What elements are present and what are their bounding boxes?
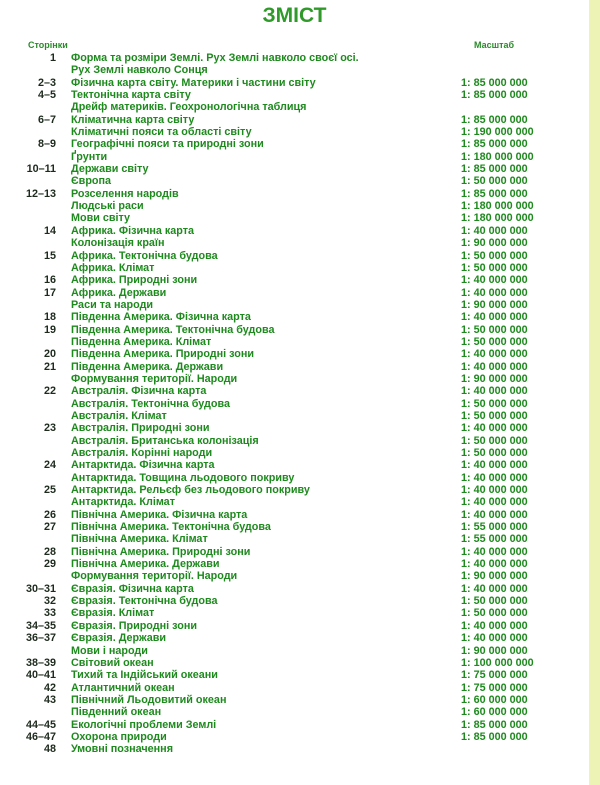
section-title: Антарктида. Фізична карта <box>71 459 215 472</box>
map-scale: 1: 55 000 000 <box>461 521 528 534</box>
contents-row <box>0 533 589 545</box>
section-title: Європа <box>71 175 112 188</box>
map-scale: 1: 50 000 000 <box>461 409 528 422</box>
map-scale: 1: 50 000 000 <box>461 447 528 459</box>
section-title: Розселення народів <box>71 187 179 200</box>
section-title: Тектонічна карта світу <box>71 89 191 102</box>
contents-row <box>0 64 589 76</box>
contents-row <box>0 361 589 373</box>
page-number: 4–5 <box>37 89 56 102</box>
contents-row <box>0 509 589 521</box>
contents-row <box>0 570 589 582</box>
map-scale: 1: 100 000 000 <box>461 656 534 669</box>
contents-row <box>0 595 589 607</box>
page-number: 32 <box>43 595 56 608</box>
page-number: 30–31 <box>25 582 56 595</box>
map-scale: 1: 85 000 000 <box>461 113 528 126</box>
map-scale: 1: 50 000 000 <box>461 397 528 410</box>
map-scale: 1: 40 000 000 <box>461 360 528 373</box>
section-title: Австралія. Тектонічна будова <box>71 397 230 410</box>
contents-row <box>0 287 589 299</box>
contents-row <box>0 459 589 471</box>
contents-row <box>0 669 589 681</box>
map-scale: 1: 85 000 000 <box>461 718 528 731</box>
section-title: Північна Америка. Клімат <box>71 533 208 546</box>
contents-row <box>0 175 589 187</box>
contents-row <box>0 422 589 434</box>
contents-list <box>0 52 589 756</box>
contents-row <box>0 336 589 348</box>
contents-row <box>0 373 589 385</box>
contents-row <box>0 410 589 422</box>
contents-row <box>0 114 589 126</box>
map-scale: 1: 90 000 000 <box>461 644 528 657</box>
map-scale: 1: 40 000 000 <box>461 558 528 571</box>
section-title: Фізична карта світу. Материки і частини світу <box>71 76 316 89</box>
page-number: 43 <box>43 693 56 706</box>
section-title: Кліматичні пояси та області світу <box>71 126 252 139</box>
page-number: 27 <box>43 521 56 534</box>
contents-row <box>0 250 589 262</box>
contents-row <box>0 719 589 731</box>
map-scale: 1: 50 000 000 <box>461 335 528 348</box>
section-title: Австралія. Британська колонізація <box>71 434 259 447</box>
section-title: Північна Америка. Природні зони <box>71 545 251 558</box>
map-scale: 1: 180 000 000 <box>461 150 534 163</box>
section-title: Мови і народи <box>71 644 148 657</box>
section-title: Світовий океан <box>71 656 154 669</box>
section-title: Австралія. Корінні народи <box>71 447 213 459</box>
map-scale: 1: 50 000 000 <box>461 249 528 262</box>
contents-row <box>0 435 589 447</box>
page-number: 18 <box>43 311 56 324</box>
map-scale: 1: 90 000 000 <box>461 237 528 250</box>
map-scale: 1: 40 000 000 <box>461 385 528 398</box>
map-scale: 1: 40 000 000 <box>461 348 528 361</box>
page-number: 8–9 <box>37 138 56 151</box>
map-scale: 1: 60 000 000 <box>461 706 528 719</box>
page-number: 10–11 <box>26 163 56 176</box>
section-title: Південна Америка. Держави <box>71 360 224 373</box>
page-number: 23 <box>43 422 56 435</box>
contents-row <box>0 212 589 224</box>
section-title: Африка. Фізична карта <box>71 224 195 237</box>
section-title: Африка. Держави <box>71 286 167 299</box>
map-scale: 1: 85 000 000 <box>461 138 528 151</box>
section-title: Кліматична карта світу <box>71 113 195 126</box>
map-scale: 1: 40 000 000 <box>461 459 528 472</box>
section-title: Атлантичний океан <box>71 681 175 694</box>
section-title: Африка. Природні зони <box>71 274 198 287</box>
map-scale: 1: 40 000 000 <box>461 545 528 558</box>
contents-row <box>0 126 589 138</box>
map-scale: 1: 75 000 000 <box>461 681 528 694</box>
map-scale: 1: 50 000 000 <box>461 595 528 608</box>
contents-row <box>0 274 589 286</box>
map-scale: 1: 90 000 000 <box>461 298 528 311</box>
map-scale: 1: 50 000 000 <box>461 607 528 620</box>
page-number: 21 <box>43 360 56 373</box>
contents-row <box>0 324 589 336</box>
section-title: Північна Америка. Держави <box>71 558 220 571</box>
contents-row <box>0 101 589 113</box>
section-title: Євразія. Тектонічна будова <box>71 595 218 608</box>
contents-row <box>0 743 589 755</box>
map-scale: 1: 40 000 000 <box>461 422 528 435</box>
contents-row <box>0 558 589 570</box>
page-number: 2–3 <box>37 76 56 89</box>
map-scale: 1: 40 000 000 <box>461 484 528 497</box>
page-number: 6–7 <box>37 113 56 126</box>
contents-row <box>0 237 589 249</box>
page-number: 40–41 <box>25 669 56 682</box>
map-scale: 1: 90 000 000 <box>461 570 528 583</box>
map-scale: 1: 40 000 000 <box>461 582 528 595</box>
page-title: ЗМІСТ <box>262 4 327 27</box>
page-number: 16 <box>43 274 56 287</box>
contents-row <box>0 521 589 533</box>
map-scale: 1: 40 000 000 <box>461 619 528 632</box>
contents-row <box>0 694 589 706</box>
contents-row <box>0 163 589 175</box>
page-number: 12–13 <box>25 187 56 200</box>
section-title: Географічні пояси та природні зони <box>71 138 264 151</box>
section-title: Умовні позначення <box>71 743 173 756</box>
contents-row <box>0 311 589 323</box>
section-title: Австралія. Фізична карта <box>71 385 207 398</box>
contents-row <box>0 225 589 237</box>
section-title: Мови світу <box>71 212 131 225</box>
section-title: Північний Льодовитий океан <box>71 693 227 706</box>
section-title: Раси та народи <box>71 298 154 311</box>
scale-column-header: Масштаб <box>474 40 515 50</box>
contents-row <box>0 299 589 311</box>
section-title: Євразія. Держави <box>71 632 167 645</box>
map-scale: 1: 85 000 000 <box>461 187 528 200</box>
section-title: Охорона природи <box>71 730 167 743</box>
map-scale: 1: 85 000 000 <box>461 89 528 102</box>
map-scale: 1: 40 000 000 <box>461 632 528 645</box>
section-title: Африка. Клімат <box>71 261 155 274</box>
section-title: Тихий та Індійський океани <box>71 669 218 682</box>
page-number: 25 <box>43 484 56 497</box>
map-scale: 1: 50 000 000 <box>461 323 528 336</box>
contents-row <box>0 645 589 657</box>
contents-row <box>0 262 589 274</box>
contents-row <box>0 620 589 632</box>
section-title: Євразія. Фізична карта <box>71 582 194 595</box>
page-number: 34–35 <box>25 619 56 632</box>
contents-row <box>0 89 589 101</box>
contents-row <box>0 138 589 150</box>
contents-row <box>0 583 589 595</box>
map-scale: 1: 50 000 000 <box>461 175 528 188</box>
page-number: 19 <box>43 323 56 336</box>
contents-row <box>0 472 589 484</box>
section-title: Держави світу <box>71 163 149 176</box>
contents-row <box>0 731 589 743</box>
section-title: Формування території. Народи <box>71 570 238 583</box>
contents-row <box>0 546 589 558</box>
map-scale: 1: 40 000 000 <box>461 508 528 521</box>
contents-row <box>0 657 589 669</box>
page-number: 24 <box>43 459 56 472</box>
map-scale: 1: 85 000 000 <box>461 730 528 743</box>
map-scale: 1: 85 000 000 <box>461 76 528 89</box>
map-scale: 1: 75 000 000 <box>461 669 528 682</box>
map-scale: 1: 90 000 000 <box>461 372 528 385</box>
page-number: 17 <box>43 286 56 299</box>
page-number: 38–39 <box>25 656 56 669</box>
map-scale: 1: 50 000 000 <box>461 261 528 274</box>
map-scale: 1: 180 000 000 <box>461 212 534 225</box>
section-title: Південна Америка. Тектонічна будова <box>71 323 275 336</box>
section-title: Екологічні проблеми Землі <box>71 718 217 731</box>
page-number: 46–47 <box>25 730 56 743</box>
contents-row <box>0 77 589 89</box>
section-title: Ґрунти <box>71 150 108 163</box>
page-number: 33 <box>43 607 56 620</box>
map-scale: 1: 40 000 000 <box>461 311 528 324</box>
section-title: Рух Землі навколо Сонця <box>71 64 208 77</box>
map-scale: 1: 60 000 000 <box>461 693 528 706</box>
contents-row <box>0 398 589 410</box>
contents-row <box>0 447 589 459</box>
pages-column-header: Сторінки <box>28 40 68 50</box>
section-title: Колонізація країн <box>71 237 165 250</box>
page-number: 14 <box>43 224 56 237</box>
contents-row <box>0 632 589 644</box>
section-title: Людські раси <box>71 200 144 213</box>
section-title: Південний океан <box>71 706 162 719</box>
section-title: Євразія. Клімат <box>71 607 155 620</box>
page-number: 15 <box>43 249 56 262</box>
contents-row <box>0 607 589 619</box>
contents-row <box>0 484 589 496</box>
section-title: Північна Америка. Фізична карта <box>71 508 248 521</box>
section-title: Південна Америка. Клімат <box>71 335 212 348</box>
map-scale: 1: 40 000 000 <box>461 274 528 287</box>
section-title: Антарктида. Товщина льодового покриву <box>71 471 295 484</box>
contents-row <box>0 200 589 212</box>
contents-row <box>0 151 589 163</box>
page-number: 42 <box>43 681 56 694</box>
contents-row <box>0 682 589 694</box>
map-scale: 1: 180 000 000 <box>461 200 534 213</box>
section-title: Антарктида. Клімат <box>71 496 175 509</box>
section-title: Формування території. Народи <box>71 372 238 385</box>
map-scale: 1: 40 000 000 <box>461 471 528 484</box>
page-number: 36–37 <box>25 632 56 645</box>
section-title: Північна Америка. Тектонічна будова <box>71 521 271 534</box>
contents-row <box>0 496 589 508</box>
contents-row <box>0 385 589 397</box>
page-number: 20 <box>43 348 56 361</box>
map-scale: 1: 40 000 000 <box>461 224 528 237</box>
page-number: 44–45 <box>25 718 56 731</box>
section-title: Південна Америка. Фізична карта <box>71 311 251 324</box>
section-title: Дрейф материків. Геохронологічна таблиця <box>71 101 307 114</box>
contents-row <box>0 188 589 200</box>
section-title: Форма та розміри Землі. Рух Землі навколо своєї осі. <box>71 52 359 64</box>
page-number: 28 <box>43 545 56 558</box>
page-number: 29 <box>43 558 56 571</box>
page-number: 1 <box>49 52 56 64</box>
map-scale: 1: 85 000 000 <box>461 163 528 176</box>
page-number: 48 <box>43 743 56 756</box>
section-title: Австралія. Клімат <box>71 409 167 422</box>
section-title: Південна Америка. Природні зони <box>71 348 254 361</box>
section-title: Антарктида. Рельєф без льодового покриву <box>71 484 310 497</box>
page-number: 26 <box>43 508 56 521</box>
section-title: Євразія. Природні зони <box>71 619 197 632</box>
map-scale: 1: 55 000 000 <box>461 533 528 546</box>
map-scale: 1: 40 000 000 <box>461 496 528 509</box>
map-scale: 1: 190 000 000 <box>461 126 534 139</box>
page-number: 22 <box>43 385 56 398</box>
map-scale: 1: 40 000 000 <box>461 286 528 299</box>
contents-row <box>0 348 589 360</box>
contents-row <box>0 52 589 64</box>
section-title: Австралія. Природні зони <box>71 422 210 435</box>
contents-row <box>0 706 589 718</box>
section-title: Африка. Тектонічна будова <box>71 249 218 262</box>
map-scale: 1: 50 000 000 <box>461 434 528 447</box>
